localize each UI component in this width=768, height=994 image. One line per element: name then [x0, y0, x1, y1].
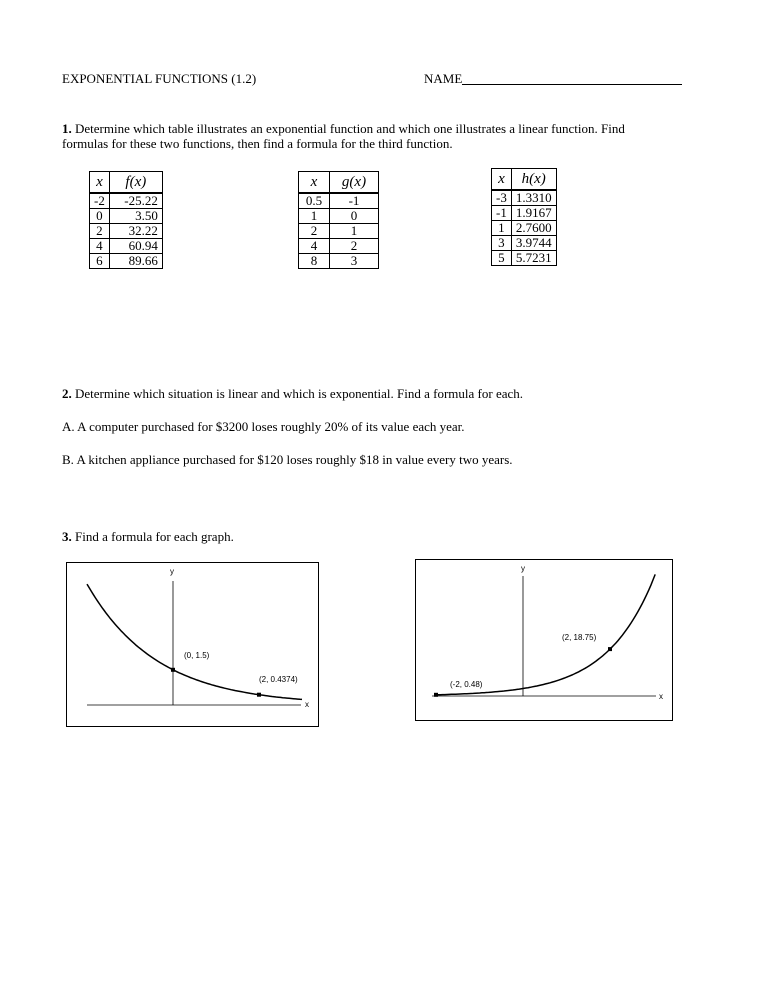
- table-h: [491, 168, 557, 266]
- table-cell: 4: [90, 239, 110, 254]
- table-cell: 0: [330, 209, 379, 224]
- name-field[interactable]: [424, 71, 682, 87]
- table-h-hx-header: h(x): [511, 169, 556, 191]
- name-label: NAME: [424, 71, 463, 86]
- table-cell: 3: [492, 236, 512, 251]
- point-label: (2, 0.4374): [259, 675, 298, 684]
- table-f-x-header: x: [90, 172, 110, 194]
- question-2b: B. A kitchen appliance purchased for $120 loses roughly $18 in value every two years.: [62, 452, 513, 467]
- y-axis-label: y: [521, 564, 525, 573]
- table-cell: -25.22: [109, 193, 162, 209]
- question-3: [62, 529, 234, 545]
- table-cell: 2: [299, 224, 330, 239]
- graph-growth: [415, 559, 673, 721]
- table-cell: 89.66: [109, 254, 162, 269]
- table-row: [90, 239, 163, 254]
- table-cell: 4: [299, 239, 330, 254]
- table-g: [298, 171, 379, 269]
- table-cell: 2: [90, 224, 110, 239]
- table-cell: 1.9167: [511, 206, 556, 221]
- point-marker: [171, 668, 175, 672]
- table-cell: 60.94: [109, 239, 162, 254]
- table-row: [90, 193, 163, 209]
- table-row: [299, 224, 379, 239]
- point-label: (-2, 0.48): [450, 680, 483, 689]
- table-cell: 5: [492, 251, 512, 266]
- table-cell: 3: [330, 254, 379, 269]
- table-cell: -3: [492, 190, 512, 206]
- point-label: (0, 1.5): [184, 651, 210, 660]
- table-f-fx-header: f(x): [109, 172, 162, 194]
- table-cell: -2: [90, 193, 110, 209]
- table-row: [492, 190, 557, 206]
- question-1-text-line1: Determine which table illustrates an exponential function and which one illustrates a linear function. Find: [75, 121, 625, 136]
- y-axis-label: y: [170, 567, 174, 576]
- table-g-gx-header: g(x): [330, 172, 379, 194]
- table-row: [492, 221, 557, 236]
- point-marker: [434, 693, 438, 697]
- table-row: [492, 251, 557, 266]
- table-row: [299, 209, 379, 224]
- question-1-number: 1.: [62, 121, 72, 136]
- table-f: [89, 171, 163, 269]
- graph-decay-svg: [67, 563, 318, 726]
- table-g-x-header: x: [299, 172, 330, 194]
- worksheet-title: EXPONENTIAL FUNCTIONS (1.2): [62, 71, 257, 86]
- x-axis-label: x: [305, 700, 309, 709]
- table-h-x-header: x: [492, 169, 512, 191]
- table-cell: 6: [90, 254, 110, 269]
- question-1: [62, 121, 722, 151]
- question-2a: A. A computer purchased for $3200 loses roughly 20% of its value each year.: [62, 419, 465, 434]
- table-row: [90, 209, 163, 224]
- question-2-number: 2.: [62, 386, 72, 401]
- table-cell: 1: [299, 209, 330, 224]
- table-cell: 2.7600: [511, 221, 556, 236]
- point-marker: [608, 647, 612, 651]
- point-label: (2, 18.75): [562, 633, 597, 642]
- table-cell: 3.50: [109, 209, 162, 224]
- question-3-text: Find a formula for each graph.: [75, 529, 234, 544]
- table-cell: 3.9744: [511, 236, 556, 251]
- table-cell: 2: [330, 239, 379, 254]
- table-row: [299, 193, 379, 209]
- table-row: [90, 254, 163, 269]
- question-1-text-line2: formulas for these two functions, then find a formula for the third function.: [62, 136, 453, 151]
- graph-growth-svg: [416, 560, 672, 720]
- table-row: [299, 254, 379, 269]
- table-row: [492, 236, 557, 251]
- table-row: [90, 224, 163, 239]
- question-2: [62, 386, 523, 402]
- table-cell: 1.3310: [511, 190, 556, 206]
- point-marker: [257, 693, 261, 697]
- table-cell: 8: [299, 254, 330, 269]
- growth-curve: [436, 574, 655, 694]
- question-3-number: 3.: [62, 529, 72, 544]
- table-cell: -1: [492, 206, 512, 221]
- table-cell: 32.22: [109, 224, 162, 239]
- table-cell: 0.5: [299, 193, 330, 209]
- graph-decay: [66, 562, 319, 727]
- table-cell: 1: [330, 224, 379, 239]
- table-cell: 5.7231: [511, 251, 556, 266]
- x-axis-label: x: [659, 692, 663, 701]
- name-line: [462, 84, 682, 85]
- table-cell: 1: [492, 221, 512, 236]
- table-cell: 0: [90, 209, 110, 224]
- table-row: [299, 239, 379, 254]
- question-2-text: Determine which situation is linear and which is exponential. Find a formula for each.: [75, 386, 524, 401]
- table-cell: -1: [330, 193, 379, 209]
- table-row: [492, 206, 557, 221]
